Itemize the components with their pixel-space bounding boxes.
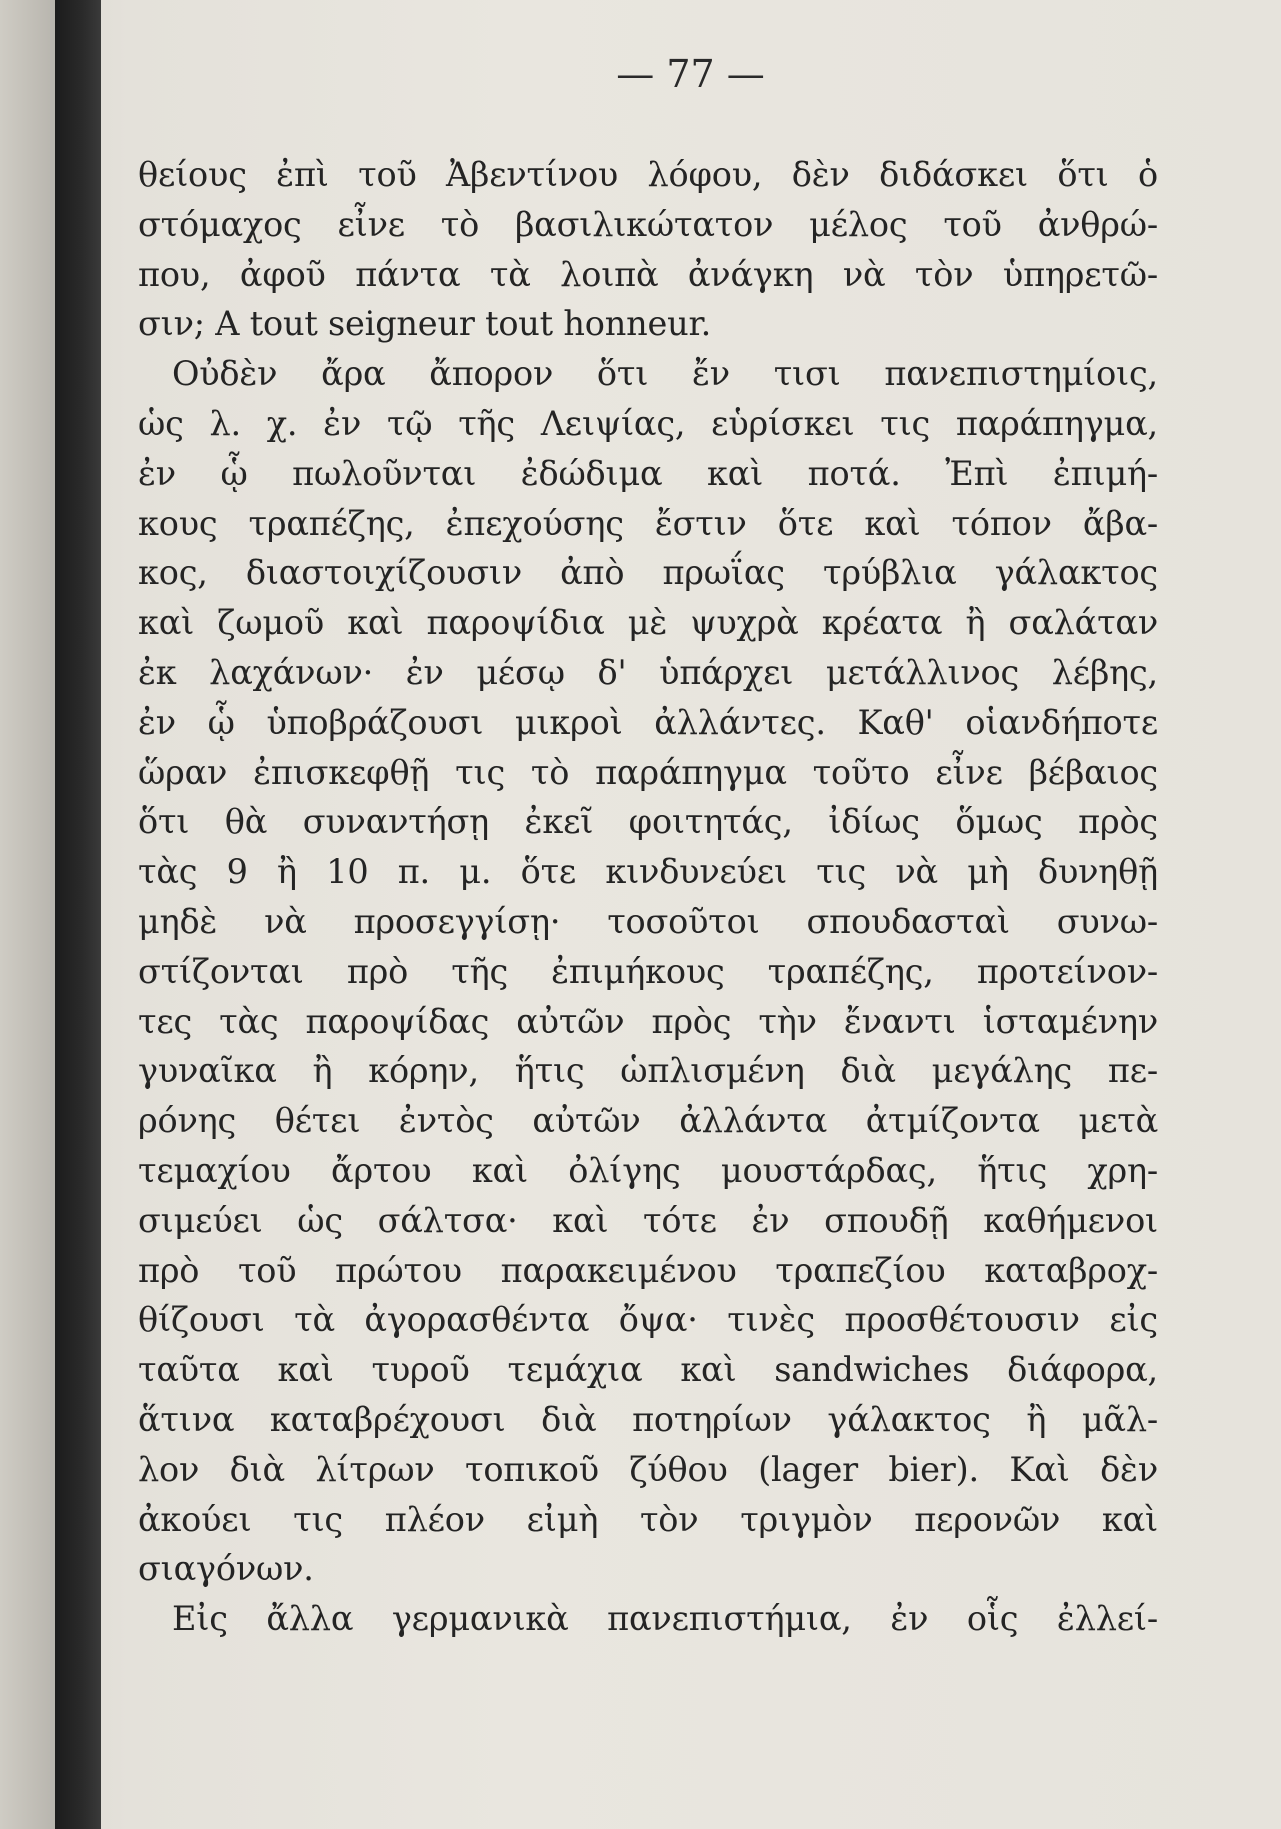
text-line: σιαγόνων.: [138, 1549, 314, 1589]
text-line: πρὸ τοῦ πρώτου παρακειμένου τραπεζίου καταβροχ-: [138, 1250, 1158, 1290]
text-line: στόμαχος εἶνε τὸ βασιλικώτατον μέλος τοῦ ἀνθρώ-: [138, 204, 1158, 244]
text-line: που, ἀφοῦ πάντα τὰ λοιπὰ ἀνάγκη νὰ τὸν ὑπηρετῶ-: [138, 254, 1158, 294]
text-line: λον διὰ λίτρων τοπικοῦ ζύθου (lager bier). Καὶ δὲν: [138, 1449, 1158, 1489]
text-line: Οὐδὲν ἄρα ἄπορον ὅτι ἔν τισι πανεπιστημίοις,: [172, 354, 1158, 394]
text-line: ἐκ λαχάνων· ἐν μέσῳ δ' ὑπάρχει μετάλλινος λέβης,: [138, 652, 1158, 692]
text-line: ρόνης θέτει ἐντὸς αὐτῶν ἀλλάντα ἀτμίζοντα μετὰ: [138, 1101, 1158, 1141]
page-number: — 77 —: [616, 52, 765, 96]
text-line: σιμεύει ὡς σάλτσα· καὶ τότε ἐν σπουδῇ καθήμενοι: [138, 1200, 1158, 1240]
body-text: [138, 150, 1158, 1644]
text-line: τες τὰς παροψίδας αὐτῶν πρὸς τὴν ἔναντι ἱσταμένην: [138, 1001, 1158, 1041]
text-line: καὶ ζωμοῦ καὶ παροψίδια μὲ ψυχρὰ κρέατα ἢ σαλάταν: [138, 603, 1158, 643]
text-line: κους τραπέζης, ἐπεχούσης ἔστιν ὅτε καὶ τόπον ἄβα-: [138, 503, 1158, 543]
text-line: θίζουσι τὰ ἀγορασθέντα ὄψα· τινὲς προσθέτουσιν εἰς: [138, 1300, 1158, 1340]
text-line: ἐν ᾧ ὑποβράζουσι μικροὶ ἀλλάντες. Καθ' οἱανδήποτε: [138, 702, 1158, 742]
text-line: μηδὲ νὰ προσεγγίσῃ· τοσοῦτοι σπουδασταὶ συνω-: [138, 901, 1158, 941]
text-line: ὡς λ. χ. ἐν τῷ τῆς Λειψίας, εὑρίσκει τις παράπηγμα,: [138, 403, 1158, 443]
book-binding: [55, 0, 101, 1829]
text-line: ὥραν ἐπισκεφθῇ τις τὸ παράπηγμα τοῦτο εἶνε βέβαιος: [138, 752, 1158, 792]
text-line: γυναῖκα ἢ κόρην, ἥτις ὡπλισμένη διὰ μεγάλης πε-: [138, 1051, 1158, 1091]
text-line: στίζονται πρὸ τῆς ἐπιμήκους τραπέζης, προτείνον-: [138, 951, 1158, 991]
text-line: κος, διαστοιχίζουσιν ἀπὸ πρωΐας τρύβλια γάλακτος: [138, 553, 1158, 593]
facing-page-edge: [0, 0, 55, 1829]
text-line: Εἰς ἄλλα γερμανικὰ πανεπιστήμια, ἐν οἷς ἐλλεί-: [172, 1599, 1158, 1639]
text-line: σιν; A tout seigneur tout honneur.: [138, 304, 712, 344]
text-line: θείους ἐπὶ τοῦ Ἀβεντίνου λόφου, δὲν διδάσκει ὅτι ὁ: [138, 155, 1158, 194]
text-line: ὅτι θὰ συναντήσῃ ἐκεῖ φοιτητάς, ἰδίως ὅμως πρὸς: [138, 802, 1158, 842]
text-line: ταῦτα καὶ τυροῦ τεμάχια καὶ sandwiches διάφορα,: [138, 1350, 1158, 1390]
text-line: τεμαχίου ἄρτου καὶ ὀλίγης μουστάρδας, ἥτις χρη-: [138, 1150, 1158, 1190]
text-line: τὰς 9 ἢ 10 π. μ. ὅτε κινδυνεύει τις νὰ μὴ δυνηθῇ: [138, 852, 1158, 892]
text-line: ἐν ᾧ πωλοῦνται ἐδώδιμα καὶ ποτά. Ἐπὶ ἐπιμή-: [138, 453, 1158, 493]
text-line: ἀκούει τις πλέον εἰμὴ τὸν τριγμὸν περονῶν καὶ: [138, 1499, 1158, 1539]
text-line: ἅτινα καταβρέχουσι διὰ ποτηρίων γάλακτος ἢ μᾶλ-: [138, 1399, 1158, 1439]
